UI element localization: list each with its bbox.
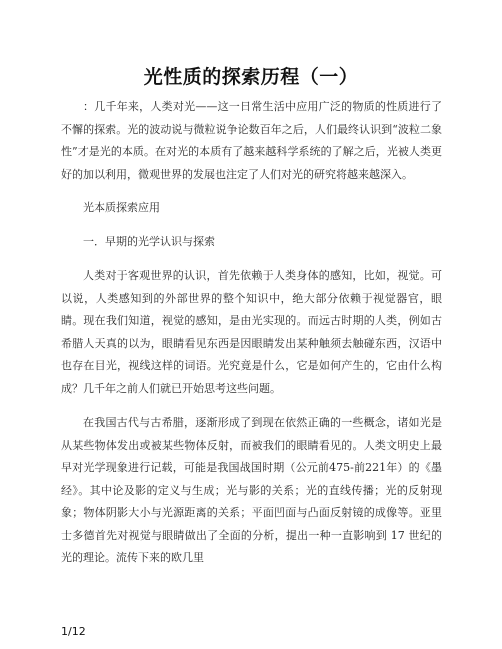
section-heading: 一．早期的光学认识与探索	[83, 234, 215, 248]
body-paragraph: 在我国古代与古希腊，逐渐形成了到现在依然正确的一些概念，诸如光是从某些物体发出或被某些物体反射，而被我们的眼睛看见的。人类文明史上最早对光学现象进行记载，可能是我国战国时期（公元前475-前221年）的《墨经》。其中论及影的定义与生成；光与影的关系；光的直线传播；光的反射现象；物体阴影大小与光源距离的关系；平面凹面与凸面反射镜的成像等。亚里士多德首先对视觉与眼睛做出了全面的分析，提出一种一直影响到 17 世纪的光的理论。流传下来的欧几里	[61, 416, 442, 564]
body-paragraph: 人类对于客观世界的认识，首先依赖于人类身体的感知，比如，视觉。可以说，人类感知到的外部世界的整个知识中，绝大部分依赖于视觉器官，眼睛。现在我们知道，视觉的感知，是由光实现的。而远古时期的人类，例如古希腊人天真的以为，眼睛看见东西是因眼睛发出某种触须去触碰东西，汉语中也存在目光，视线这样的词语。光究竟是什么，它是如何产生的，它由什么构成？几千年之前人们就已开始思考这些问题。	[61, 269, 442, 395]
document-body	[61, 96, 442, 570]
page-number: 1/12	[61, 625, 86, 638]
keywords-line: 光本质探索应用	[83, 201, 160, 214]
document-title: 光性质的探索历程（一）	[143, 66, 359, 88]
abstract-paragraph: ：几千年来，人类对光——这一日常生活中应用广泛的物质的性质进行了不懈的探索。光的波动说与微粒说争论数百年之后，人们最终认识到“波粒二象性”才是光的本质。在对光的本质有了越来越科学系统的了解之后，光被人类更好的加以利用，微观世界的发展也注定了人们对光的研究将越来越深入。	[61, 100, 442, 181]
